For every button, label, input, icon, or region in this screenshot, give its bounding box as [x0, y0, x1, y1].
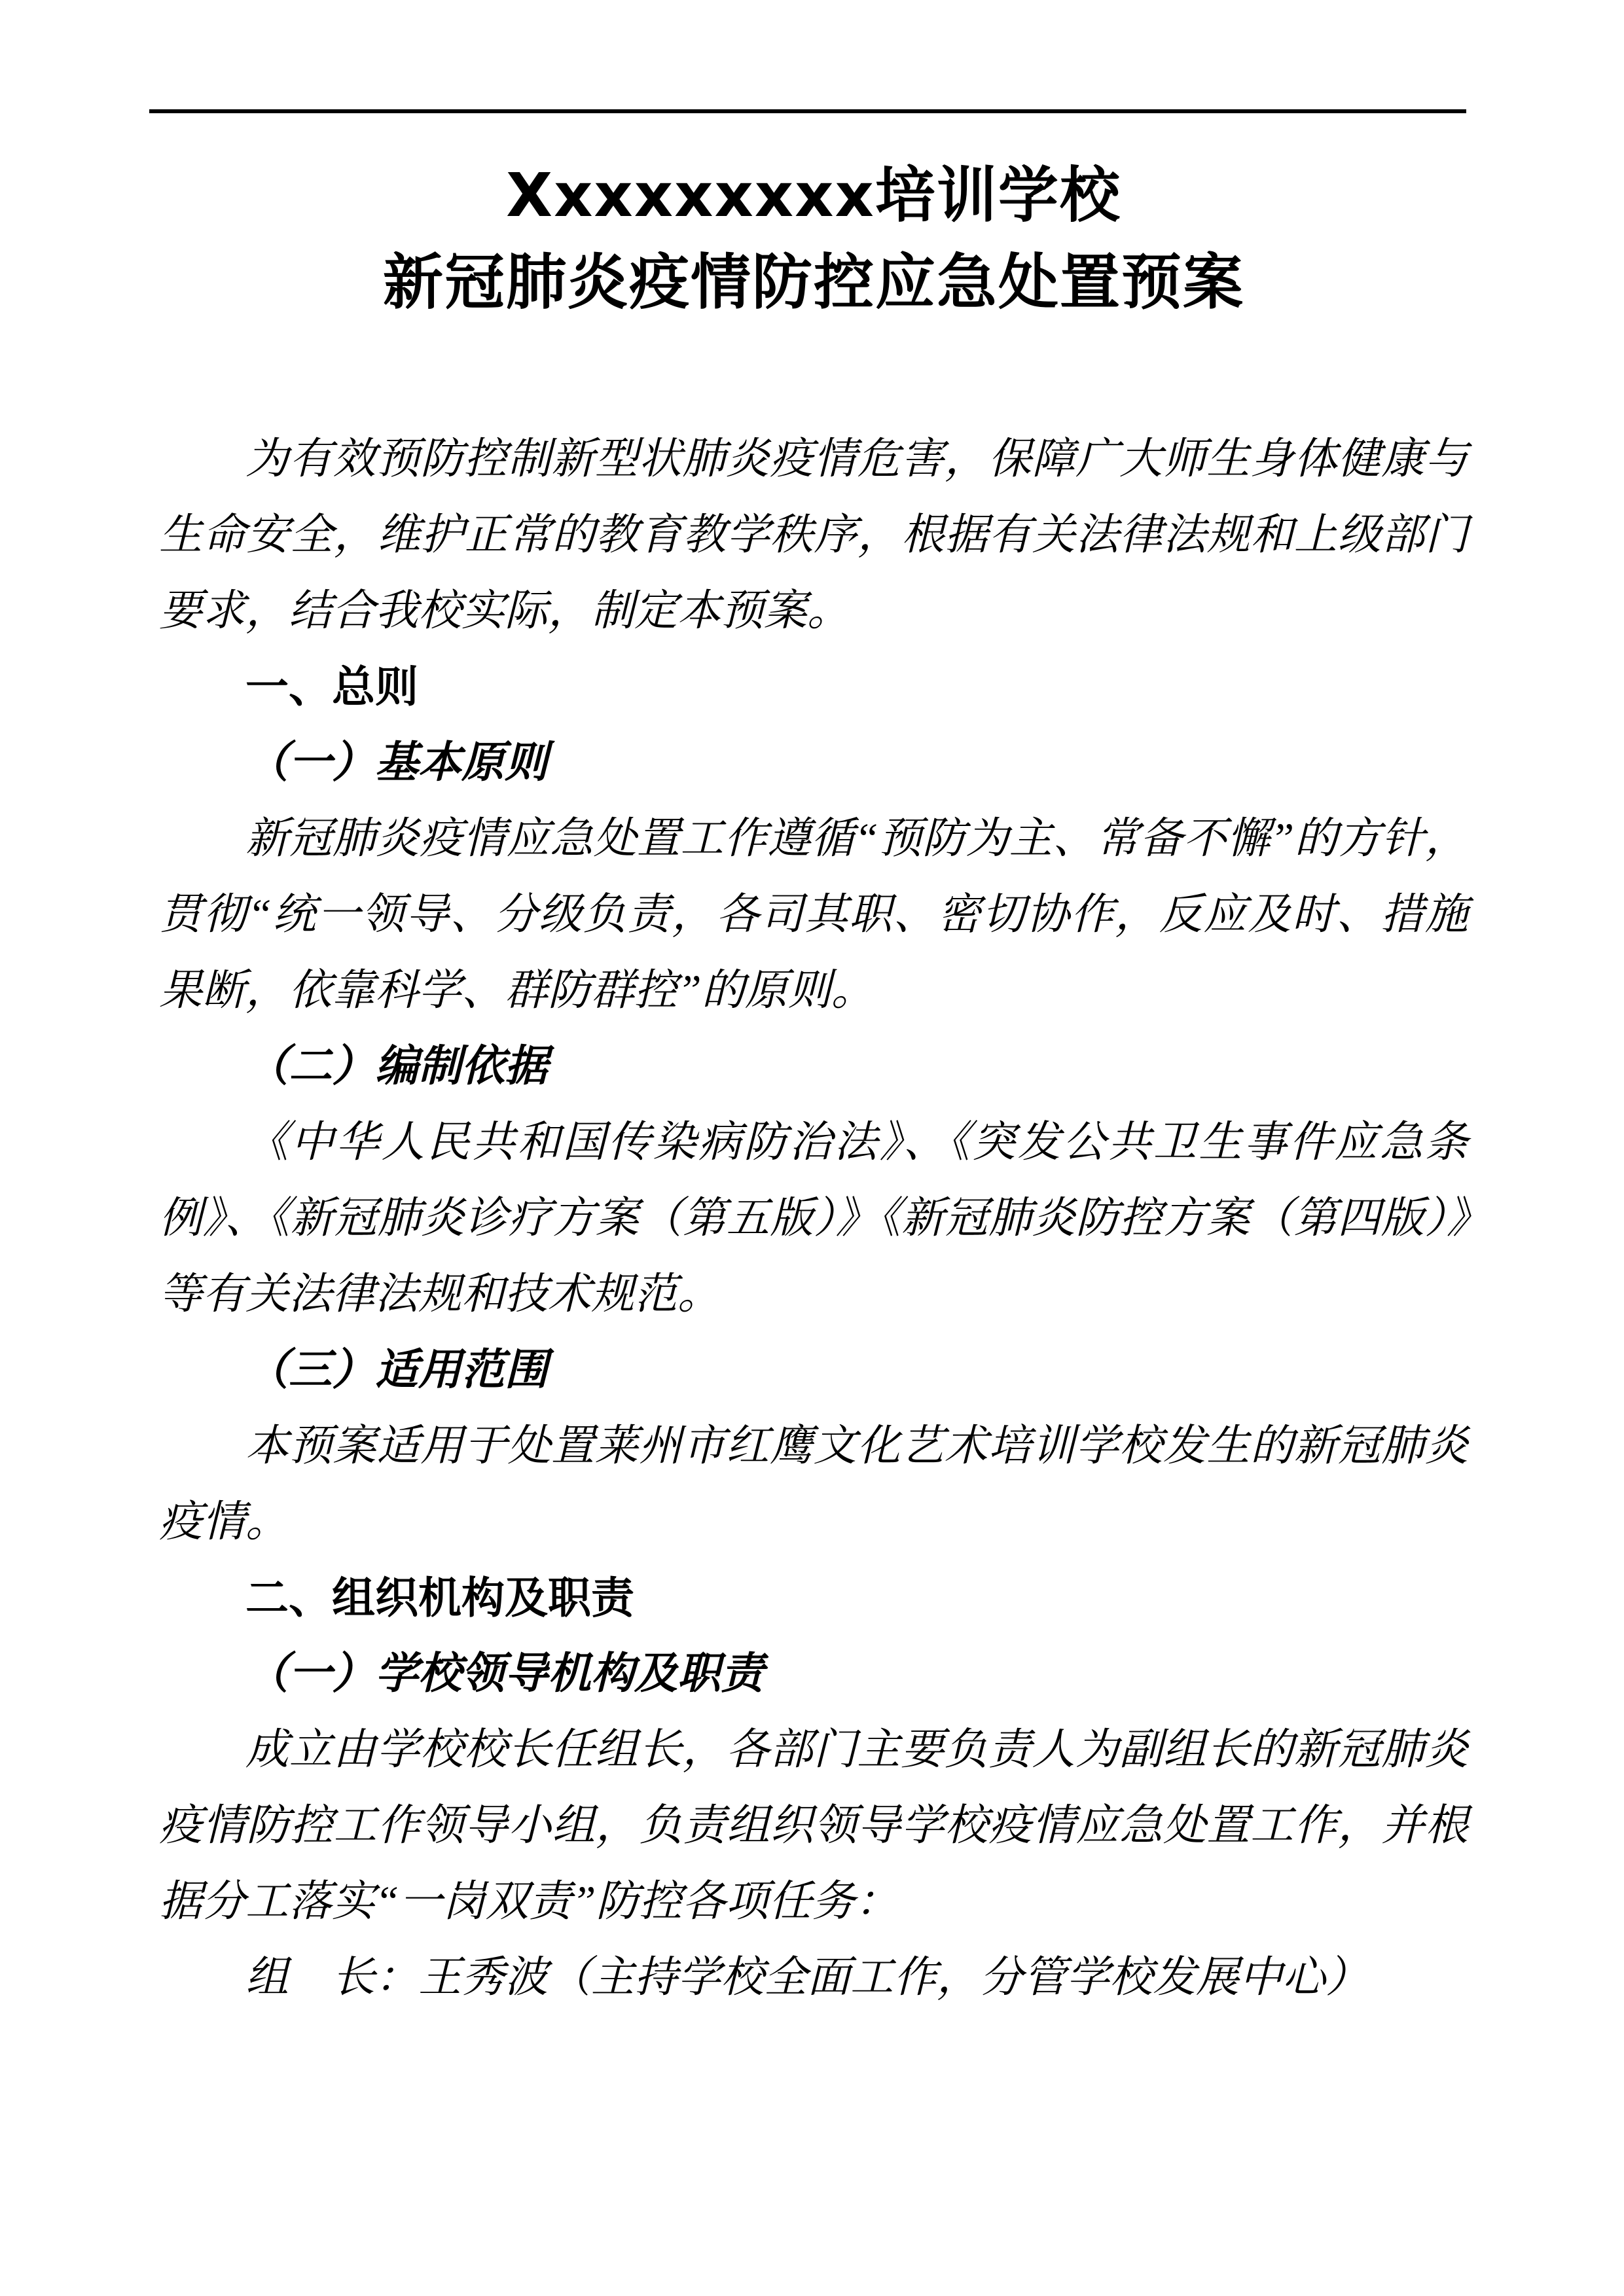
heading-organization-duties: 二、组织机构及职责: [245, 1573, 634, 1623]
heading-scope-of-application: （三）适用范围: [245, 1346, 548, 1394]
document-content: [159, 0, 1468, 2016]
document-title: [159, 152, 1468, 326]
paragraph-compilation-basis: 《中华人民共和国传染病防治法》、《突发公共卫生事件应急条例》、《新冠肺炎诊疗方案（第五版）》《新冠肺炎防控方案（第四版）》等有关法律法规和技术规范。: [159, 1119, 1468, 1318]
paragraph-basic-principles: 新冠肺炎疫情应急处置工作遵循“预防为主、常备不懈”的方针，贯彻“统一领导、分级负责，各司其职、密切协作，反应及时、措施果断，依靠科学、群防群控”的原则。: [159, 815, 1468, 1014]
heading-basic-principles: （一）基本原则: [245, 739, 548, 787]
heading-compilation-basis: （二）编制依据: [245, 1043, 548, 1090]
paragraph-scope-of-application: 本预案适用于处置莱州市红鹰文化艺术培训学校发生的新冠肺炎疫情。: [159, 1422, 1468, 1546]
heading-general-provisions: 一、总则: [245, 662, 418, 712]
intro-paragraph: 为有效预防控制新型状肺炎疫情危害，保障广大师生身体健康与生命安全，维护正常的教育教学秩序，根据有关法律法规和上级部门要求，结合我校实际，制定本预案。: [159, 435, 1468, 635]
document-body: [159, 422, 1468, 2016]
title-line-2: 新冠肺炎疫情防控应急处置预案: [382, 247, 1244, 317]
paragraph-group-leader: 组 长：王秀波（主持学校全面工作，分管学校发展中心）: [245, 1954, 1369, 2001]
heading-school-leadership: （一）学校领导机构及职责: [245, 1650, 764, 1698]
paragraph-leadership-group: 成立由学校校长任组长，各部门主要负责人为副组长的新冠肺炎疫情防控工作领导小组，负责组织领导学校疫情应急处置工作，并根据分工落实“一岗双责”防控各项任务：: [159, 1726, 1468, 1926]
title-line-1: Xxxxxxxxx培训学校: [506, 160, 1121, 230]
